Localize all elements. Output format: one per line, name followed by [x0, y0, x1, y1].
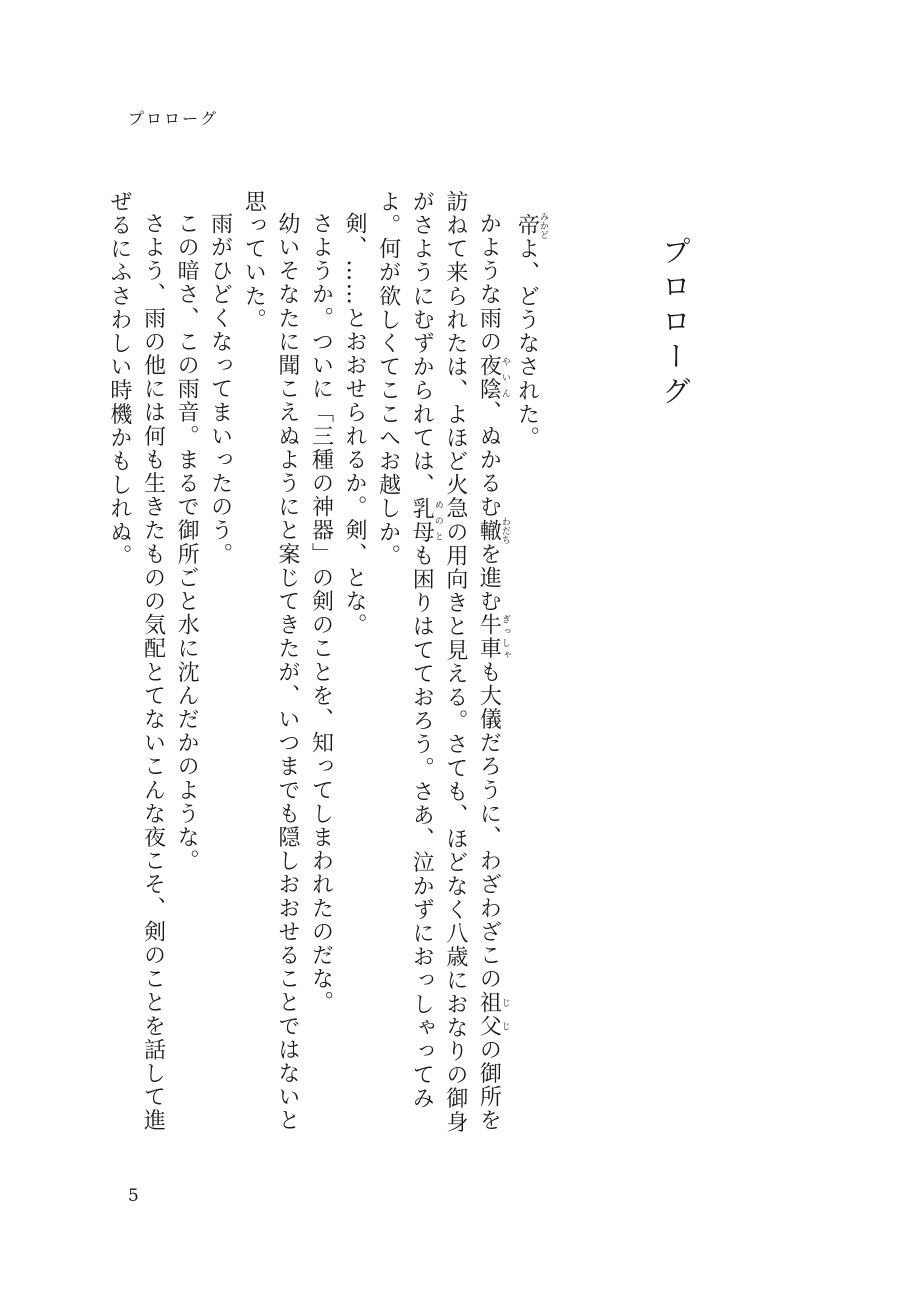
ruby-base: 祖父: [476, 990, 502, 1039]
ruby-annotation: [476, 353, 510, 401]
paragraph: [304, 190, 338, 1140]
text-run: 剣、……とおおせられるか。剣、とな。: [342, 212, 368, 637]
ruby-base: 牛車: [476, 613, 502, 661]
running-header: プロローグ: [128, 109, 219, 128]
ruby-reading: ぎっしゃ: [499, 613, 510, 661]
text-run: 幼いそなたに聞こえぬようにと案じてきたが、いつまでも隠しおおせることではないと思っていた。: [241, 190, 300, 1133]
ruby-annotation: [514, 212, 548, 239]
paragraph: [510, 190, 548, 1140]
ruby-base: 夜陰: [476, 353, 502, 401]
text-run: よ、どうなされた。: [514, 237, 540, 450]
ruby-annotation: [476, 613, 510, 661]
paragraph: [102, 190, 169, 1140]
paragraph: [371, 190, 510, 1140]
ruby-reading: じじ: [499, 990, 510, 1039]
text-run: この暗さ、この雨音。まるで御所ごと水に沈んだかのような。: [174, 212, 200, 873]
ruby-reading: めのと: [432, 496, 443, 544]
ruby-annotation: [409, 496, 443, 545]
ruby-reading: やいん: [499, 353, 510, 401]
text-run: の御所を訪ねて来られたは、よほど火急の用向きと見える。さても、ほどなく八歳におなりの御身がさようにむずかられては、: [409, 190, 502, 1134]
text-run: かような雨の: [476, 212, 502, 354]
paragraph: [169, 190, 203, 1140]
ruby-reading: みかど: [538, 212, 548, 239]
text-run: さようか。ついに「三種の神器」の剣のことを、知ってしまわれたのだな。: [308, 212, 334, 1015]
text-run: さよう、雨の他には何も生きたものの気配とてないこんな夜こそ、剣のことを話して進ぜるにふさわしい時機かもしれぬ。: [106, 190, 166, 1133]
text-run: を進む: [476, 542, 502, 614]
body-text: [102, 190, 548, 1140]
text-run: 雨がひどくなってまいったのう。: [207, 212, 233, 566]
paragraph: [203, 190, 237, 1140]
text-run: も大儀だろうに、わざわざこの: [476, 660, 502, 991]
text-run: 、ぬかるむ: [476, 400, 502, 519]
text-run: も困りはてておろう。さあ、泣かずにおっしゃってみよ。何が欲しくてここへお越しか。: [375, 190, 435, 1111]
ruby-reading: わだち: [499, 517, 510, 545]
ruby-base: 轍: [476, 517, 502, 545]
paragraph: [337, 190, 371, 1140]
ruby-annotation: [476, 517, 510, 545]
paragraph: [237, 190, 304, 1140]
ruby-base: 帝: [514, 212, 540, 239]
ruby-base: 乳母: [409, 496, 435, 545]
page-number: 5: [128, 1186, 139, 1206]
chapter-title: プロローグ: [658, 236, 692, 411]
ruby-annotation: [476, 990, 510, 1039]
